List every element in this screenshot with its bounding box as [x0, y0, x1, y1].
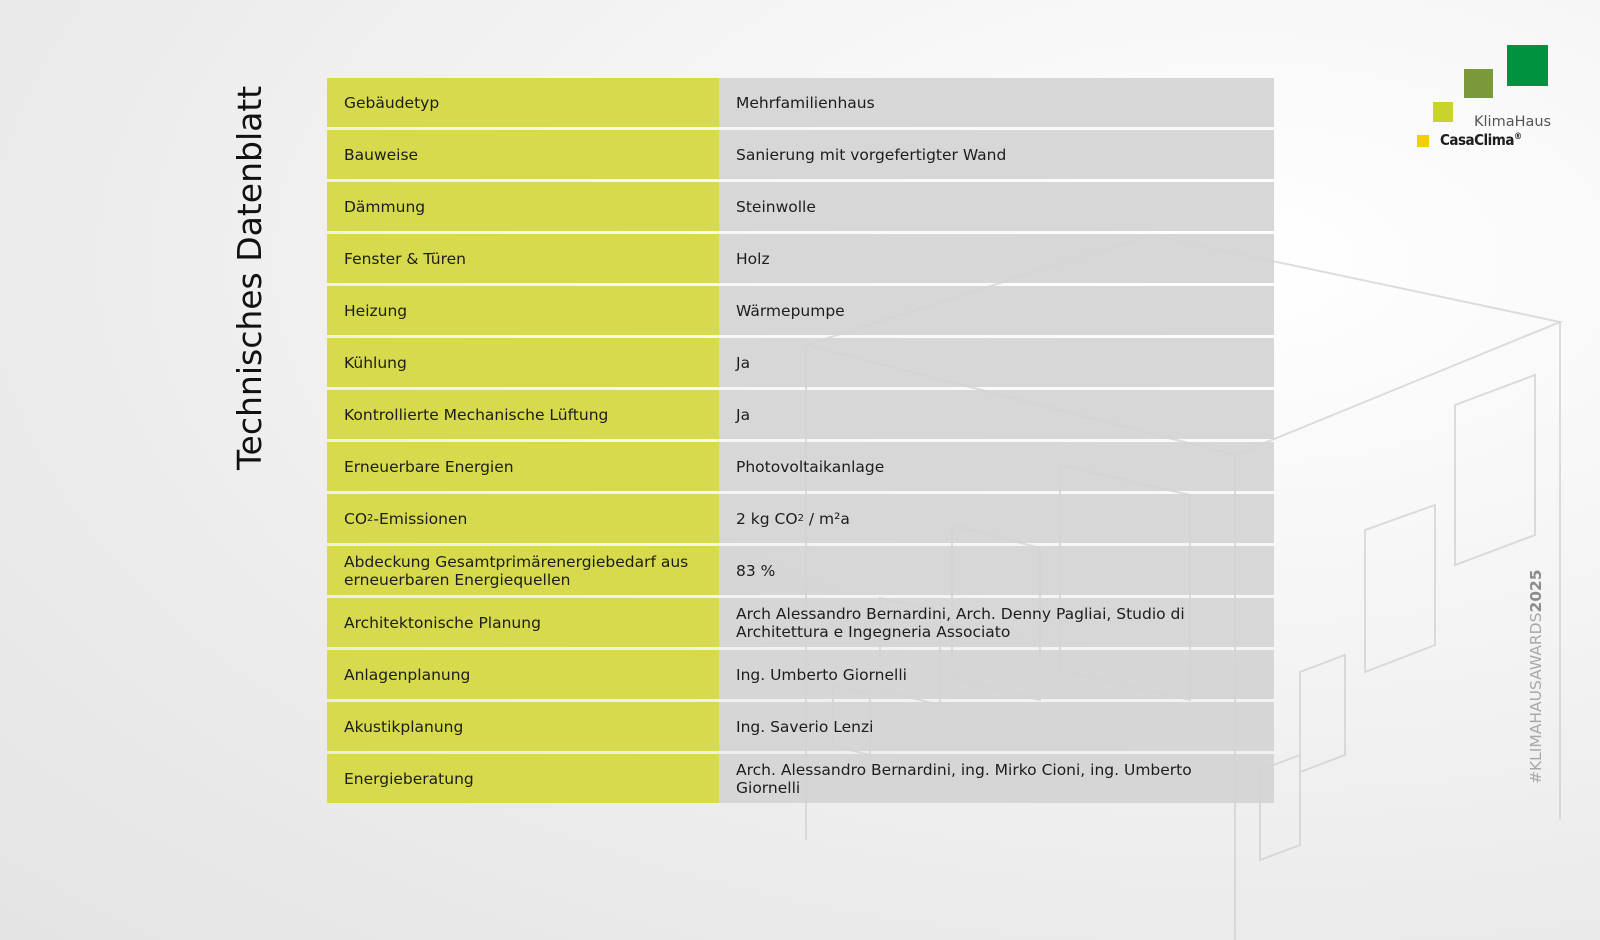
hashtag-text: #KLIMAHAUSAWARDS — [1527, 612, 1545, 784]
co2-label-prefix: CO — [344, 509, 368, 528]
table-row — [327, 494, 1274, 543]
table-row — [327, 78, 1274, 127]
row-value: 83 % — [719, 546, 1274, 595]
row-label: Heizung — [327, 286, 719, 335]
row-value: Photovoltaikanlage — [719, 442, 1274, 491]
row-label: Erneuerbare Energien — [327, 442, 719, 491]
technical-datasheet-table — [327, 78, 1274, 806]
table-row — [327, 234, 1274, 283]
klimahaus-casaclima-logo — [1410, 42, 1560, 152]
table-row — [327, 702, 1274, 751]
table-row — [327, 598, 1274, 647]
row-label: Energieberatung — [327, 754, 719, 803]
logo-casaclima-word: CasaClima — [1440, 131, 1514, 149]
logo-square-dark-green — [1507, 45, 1548, 86]
row-label — [327, 494, 719, 543]
table-row — [327, 338, 1274, 387]
row-value: Arch Alessandro Bernardini, Arch. Denny Pagliai, Studio di Architettura e Ingegneria Associato — [719, 598, 1274, 647]
hashtag-year: 2025 — [1527, 569, 1545, 613]
logo-square-lime — [1433, 102, 1453, 122]
row-label: Anlagenplanung — [327, 650, 719, 699]
row-label: Abdeckung Gesamtprimärenergiebedarf aus erneuerbaren Energiequellen — [327, 546, 719, 595]
row-value: Ing. Saverio Lenzi — [719, 702, 1274, 751]
co2-label-subscript: 2 — [367, 512, 374, 524]
row-value: Sanierung mit vorgefertigter Wand — [719, 130, 1274, 179]
table-row — [327, 130, 1274, 179]
row-value: Arch. Alessandro Bernardini, ing. Mirko Cioni, ing. Umberto Giornelli — [719, 754, 1274, 803]
row-label: Dämmung — [327, 182, 719, 231]
table-row — [327, 442, 1274, 491]
row-label: Akustikplanung — [327, 702, 719, 751]
row-value: Ja — [719, 390, 1274, 439]
row-label: Kühlung — [327, 338, 719, 387]
table-row — [327, 650, 1274, 699]
table-row — [327, 390, 1274, 439]
co2-value-subscript: 2 — [797, 512, 804, 524]
table-row — [327, 754, 1274, 803]
co2-label-suffix: -Emissionen — [373, 509, 468, 528]
logo-text-casaclima — [1440, 131, 1522, 149]
co2-value-suffix: / m²a — [803, 509, 850, 528]
row-value: Wärmepumpe — [719, 286, 1274, 335]
row-value: Ja — [719, 338, 1274, 387]
row-label: Bauweise — [327, 130, 719, 179]
table-row — [327, 286, 1274, 335]
row-label: Gebäudetyp — [327, 78, 719, 127]
co2-value-prefix: 2 kg CO — [736, 509, 798, 528]
row-value: Mehrfamilienhaus — [719, 78, 1274, 127]
logo-square-yellow — [1417, 135, 1429, 147]
table-row — [327, 182, 1274, 231]
row-label: Architektonische Planung — [327, 598, 719, 647]
row-value: Steinwolle — [719, 182, 1274, 231]
logo-square-mid-green — [1464, 69, 1493, 98]
table-row — [327, 546, 1274, 595]
row-value — [719, 494, 1274, 543]
row-label: Kontrollierte Mechanische Lüftung — [327, 390, 719, 439]
row-label: Fenster & Türen — [327, 234, 719, 283]
logo-registered-mark: ® — [1513, 132, 1522, 142]
logo-text-klimahaus: KlimaHaus — [1474, 114, 1552, 130]
row-value: Ing. Umberto Giornelli — [719, 650, 1274, 699]
row-value: Holz — [719, 234, 1274, 283]
awards-hashtag — [1525, 554, 1547, 784]
page-title: Technisches Datenblatt — [230, 85, 269, 470]
